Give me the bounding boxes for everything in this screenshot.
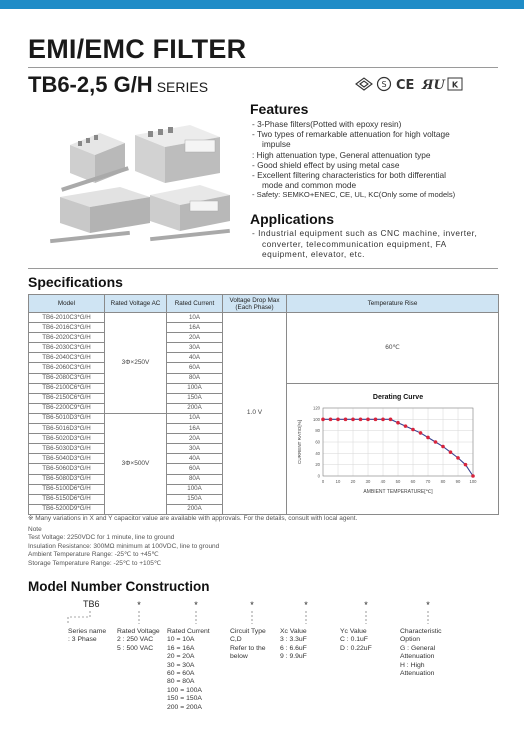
mnc-series-name (68, 628, 106, 645)
data-point (426, 435, 430, 439)
svg-text:S: S (381, 80, 387, 89)
mnc-line: : 3 Phase (68, 636, 97, 644)
mnc-line: Option (400, 636, 421, 644)
mnc-line: D : 0.22uF (340, 644, 372, 652)
filter-unit-small (61, 133, 129, 192)
cell-model: TB6-5030D3*G/H (29, 444, 105, 454)
mnc-line: Circuit Type (230, 628, 266, 635)
cell-model: TB6-5150D6*G/H (29, 494, 105, 504)
cell-model: TB6-2040C3*G/H (29, 353, 105, 363)
cell-current: 60A (167, 464, 223, 474)
col-model: Model (29, 295, 105, 313)
feature-line: - Two types of remarkable attenuation for high voltage (252, 129, 450, 140)
feature-line: - Excellent filtering characteristics for both differential (252, 170, 446, 181)
cell-current: 200A (167, 504, 223, 514)
features-heading: Features (250, 101, 309, 117)
mnc-line: H : High (400, 661, 425, 669)
data-point (411, 427, 415, 431)
col-drop: Voltage Drop Max (Each Phase) (223, 295, 287, 313)
cell-current: 150A (167, 494, 223, 504)
cell-current: 80A (167, 474, 223, 484)
mnc-line: Xc Value (280, 628, 307, 635)
mnc-yc-value (340, 628, 372, 653)
data-point (329, 417, 333, 421)
mnc-xc-value (280, 628, 307, 662)
data-point (441, 444, 445, 448)
mnc-characteristic-option (400, 628, 442, 678)
cell-current: 30A (167, 444, 223, 454)
cell-current: 20A (167, 434, 223, 444)
note-line: ※ Many variations in X and Y capacitor value are available with approvals. For the details, consult with local agent. (28, 515, 358, 522)
cell-voltage-drop: 1.0 V (223, 313, 287, 515)
mnc-line: 10 = 10A (167, 636, 195, 644)
title-divider (28, 67, 498, 68)
cell-model: TB6-5040D3*G/H (29, 454, 105, 464)
note-line: Test Voltage: 2250VDC for 1 minute, line to ground (28, 534, 175, 542)
cell-model: TB6-2150C6*G/H (29, 393, 105, 403)
kc-mark-icon (448, 78, 462, 90)
cell-current: 200A (167, 403, 223, 413)
cell-model: TB6-2016C3*G/H (29, 323, 105, 333)
data-point (366, 417, 370, 421)
x-tick-label: 50 (395, 478, 401, 484)
cell-model: TB6-2020C3*G/H (29, 333, 105, 343)
certification-marks (354, 76, 499, 92)
y-tick-label: 60 (315, 439, 320, 445)
application-line: equipment, elevator, etc. (262, 249, 365, 260)
ce-mark-icon: CE (396, 78, 415, 92)
cell-temp-rise: 60℃ (287, 313, 499, 384)
data-point (464, 463, 468, 467)
cell-current: 10A (167, 413, 223, 423)
data-point (344, 417, 348, 421)
mnc-circuit-type (230, 628, 266, 662)
specifications-table (28, 294, 499, 515)
model-number-diagram (28, 596, 498, 624)
mnc-line: Rated Current (167, 628, 210, 635)
specifications-heading: Specifications (28, 274, 123, 290)
placeholder-circuit: * (250, 600, 254, 610)
cell-model: TB6-2100C6*G/H (29, 383, 105, 393)
data-point (351, 417, 355, 421)
page-title: EMI/EMC FILTER (28, 34, 247, 64)
cell-current: 10A (167, 313, 223, 323)
cell-model: TB6-5080D3*G/H (29, 474, 105, 484)
data-point (434, 440, 438, 444)
feature-line: mode and common mode (262, 180, 357, 191)
section-divider (28, 268, 498, 269)
mnc-line: Refer to the (230, 644, 266, 652)
features-list (252, 119, 502, 201)
mnc-line: C : 0.1uF (340, 636, 368, 644)
filter-unit-front (50, 185, 230, 243)
cell-model: TB6-5010D3*G/H (29, 413, 105, 423)
mnc-line: Series name (68, 628, 107, 635)
col-voltage: Rated Voltage AC (105, 295, 167, 313)
derating-chart (287, 384, 497, 502)
data-point (359, 417, 363, 421)
mnc-line: 60 = 60A (167, 670, 195, 678)
data-point (374, 417, 378, 421)
y-axis-label: CURRENT RATIO[%] (297, 419, 302, 464)
cell-model: TB6-5200D9*G/H (29, 504, 105, 514)
model-number-heading: Model Number Construction (28, 579, 210, 594)
cell-current: 150A (167, 393, 223, 403)
series-label: SERIES (156, 79, 209, 95)
x-tick-label: 10 (335, 478, 341, 484)
cell-model: TB6-2060C3*G/H (29, 363, 105, 373)
semko-mark-icon (378, 78, 391, 91)
x-tick-label: 20 (350, 478, 356, 484)
product-photo (40, 105, 240, 245)
data-point (389, 417, 393, 421)
cell-current: 30A (167, 343, 223, 353)
mnc-line: 200 = 200A (167, 703, 202, 711)
application-line: converter, telecommunication equipment, FA (262, 238, 447, 249)
note-line: Note (28, 525, 42, 533)
mnc-line: C,D (230, 636, 242, 644)
data-point (404, 424, 408, 428)
data-point (456, 456, 460, 460)
col-temp: Temperature Rise (287, 295, 499, 313)
data-point (321, 417, 325, 421)
mnc-line: 20 = 20A (167, 653, 195, 661)
x-tick-label: 60 (410, 478, 416, 484)
x-tick-label: 0 (321, 478, 325, 484)
cell-current: 80A (167, 373, 223, 383)
model-connectors (68, 611, 428, 624)
note-line: Ambient Temperature Range: -25℃ to +45℃ (28, 551, 159, 559)
feature-line: impulse (262, 139, 291, 150)
mnc-line: 16 = 16A (167, 644, 195, 652)
data-point (381, 417, 385, 421)
cell-current: 40A (167, 454, 223, 464)
mnc-line: 150 = 150A (167, 695, 202, 703)
mnc-line: Rated Voltage (117, 628, 160, 635)
x-tick-label: 100 (469, 478, 477, 484)
table-row (29, 313, 499, 323)
cell-current: 16A (167, 424, 223, 434)
feature-line: - Safety: SEMKO+ENEC, CE, UL, KC(Only some of models) (252, 190, 456, 200)
mnc-line: 30 = 30A (167, 661, 195, 669)
mnc-rated-current (167, 628, 210, 712)
mnc-line: G : General (400, 644, 436, 652)
cell-model: TB6-5100D6*G/H (29, 484, 105, 494)
feature-line: : High attenuation type, General attenuation type (252, 149, 431, 160)
col-current: Rated Current (167, 295, 223, 313)
feature-line: - 3-Phase filters(Potted with epoxy resin) (252, 119, 402, 129)
note-line: Insulation Resistance: 300MΩ minimum at 100VDC, line to ground (28, 542, 220, 550)
data-point (396, 421, 400, 425)
data-point (336, 417, 340, 421)
notes-block (28, 515, 357, 569)
top-accent-bar (0, 0, 524, 9)
y-tick-label: 120 (313, 405, 320, 411)
data-point (419, 431, 423, 435)
applications-heading: Applications (250, 211, 335, 227)
mnc-line: Characteristic (400, 628, 442, 635)
cell-current: 40A (167, 353, 223, 363)
feature-line: - Good shield effect by using metal case (252, 159, 400, 170)
svg-text:ЯU: ЯU (422, 78, 445, 92)
placeholder-yc: * (364, 600, 368, 610)
cell-current: 100A (167, 484, 223, 494)
x-tick-label: 80 (440, 478, 446, 484)
ul-mark-icon (421, 78, 445, 92)
mnc-line: 3 : 3.3uF (280, 636, 307, 644)
placeholder-option: * (426, 600, 430, 610)
cell-current: 16A (167, 323, 223, 333)
mnc-line: 2 : 250 VAC (117, 636, 154, 644)
mnc-line: 9 : 9.9uF (280, 653, 307, 661)
cell-model: TB6-2030C3*G/H (29, 343, 105, 353)
cell-voltage-250: 3Φ×250V (105, 313, 167, 414)
mnc-line: 5 : 500 VAC (117, 644, 154, 652)
x-tick-label: 30 (365, 478, 371, 484)
y-tick-label: 20 (315, 461, 320, 467)
applications-list (252, 228, 502, 260)
x-tick-label: 70 (425, 478, 431, 484)
mnc-line: 100 = 100A (167, 686, 202, 694)
cell-model: TB6-5020D3*G/H (29, 434, 105, 444)
data-point (449, 450, 453, 454)
mnc-line: Attenuation (400, 653, 435, 661)
placeholder-current: * (194, 600, 198, 610)
y-tick-label: 100 (313, 416, 320, 422)
mnc-line: 6 : 6.6uF (280, 644, 307, 652)
cell-model: TB6-2010C3*G/H (29, 313, 105, 323)
cell-model: TB6-2200C9*G/H (29, 403, 105, 413)
derating-chart-cell (287, 383, 499, 514)
y-tick-label: 80 (315, 427, 320, 433)
cell-model: TB6-2080C3*G/H (29, 373, 105, 383)
x-axis-label: AMBIENT TEMPERATURE[℃] (363, 488, 433, 495)
model-name: TB6-2,5 G/H (28, 72, 153, 97)
note-line: Storage Temperature Range: -25℃ to +105℃ (28, 559, 162, 567)
enec-mark-icon (356, 78, 372, 90)
placeholder-voltage: * (137, 600, 141, 610)
svg-text:K: K (451, 80, 459, 90)
table-header-row (29, 295, 499, 313)
model-title (28, 72, 208, 98)
mnc-line: below (230, 653, 248, 661)
mnc-line: Attenuation (400, 670, 435, 678)
mnc-line: Yc Value (340, 628, 367, 635)
application-line: - Industrial equipment such as CNC machine, inverter, (252, 228, 478, 238)
cell-current: 100A (167, 383, 223, 393)
cell-model: TB6-5016D3*G/H (29, 424, 105, 434)
x-tick-label: 90 (455, 478, 461, 484)
cell-current: 60A (167, 363, 223, 373)
y-tick-label: 40 (315, 450, 320, 456)
data-point (471, 474, 475, 478)
model-prefix: TB6 (83, 599, 100, 609)
cell-model: TB6-5060D3*G/H (29, 464, 105, 474)
y-tick-label: 0 (317, 473, 320, 479)
cell-current: 20A (167, 333, 223, 343)
filter-unit-large (135, 125, 220, 183)
x-tick-label: 40 (380, 478, 386, 484)
chart-title: Derating Curve (372, 393, 424, 401)
placeholder-xc: * (304, 600, 308, 610)
mnc-rated-voltage (117, 628, 160, 653)
cell-voltage-500: 3Φ×500V (105, 413, 167, 514)
mnc-line: 80 = 80A (167, 678, 195, 686)
